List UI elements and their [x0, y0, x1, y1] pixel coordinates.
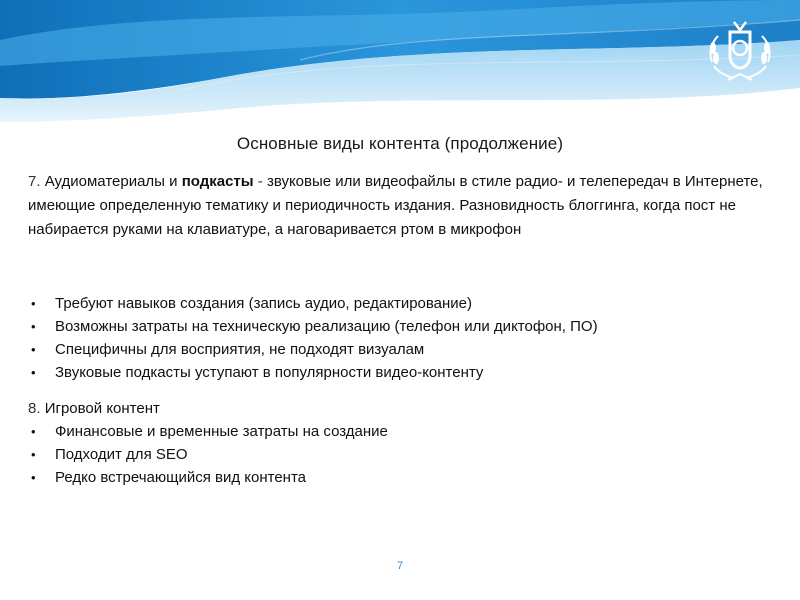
- list-item: • Подходит для SEO: [28, 443, 768, 466]
- list-item: • Возможны затраты на техническую реализацию (телефон или диктофон, ПО): [28, 315, 768, 338]
- header-banner: [0, 0, 800, 125]
- intro-bold-term: подкасты: [181, 173, 254, 190]
- slide-title: Основные виды контента (продолжение): [236, 134, 564, 153]
- game-content-list: [28, 420, 768, 489]
- university-emblem-icon: [704, 18, 776, 90]
- section-8-heading: [28, 397, 160, 421]
- section-8-number: 8.: [28, 400, 45, 417]
- intro-dash: -: [253, 173, 267, 190]
- list-item: • Требуют навыков создания (запись аудио, редактирование): [28, 292, 768, 315]
- intro-number: 7.: [28, 173, 45, 190]
- intro-paragraph: [28, 170, 768, 242]
- list-item: • Звуковые подкасты уступают в популярности видео-контенту: [28, 361, 768, 384]
- intro-part1: Аудиоматериалы и: [44, 173, 182, 190]
- page-number: 7: [396, 560, 404, 572]
- list-item: • Финансовые и временные затраты на создание: [28, 420, 768, 443]
- podcast-features-list: [28, 292, 768, 384]
- list-item: • Редко встречающийся вид контента: [28, 466, 768, 489]
- list-item: • Специфичны для восприятия, не подходят визуалам: [28, 338, 768, 361]
- section-8-label: Игровой контент: [44, 400, 160, 417]
- intro-part2: звуковые или видеофайлы в стиле радио- и телепередач в Интернете, имеющие определенную тематику и периодичность издания. Разновидность блоггинга, когда пост не набирается руками на клавиатуре, а наговаривается ртом в микрофон: [28, 173, 763, 238]
